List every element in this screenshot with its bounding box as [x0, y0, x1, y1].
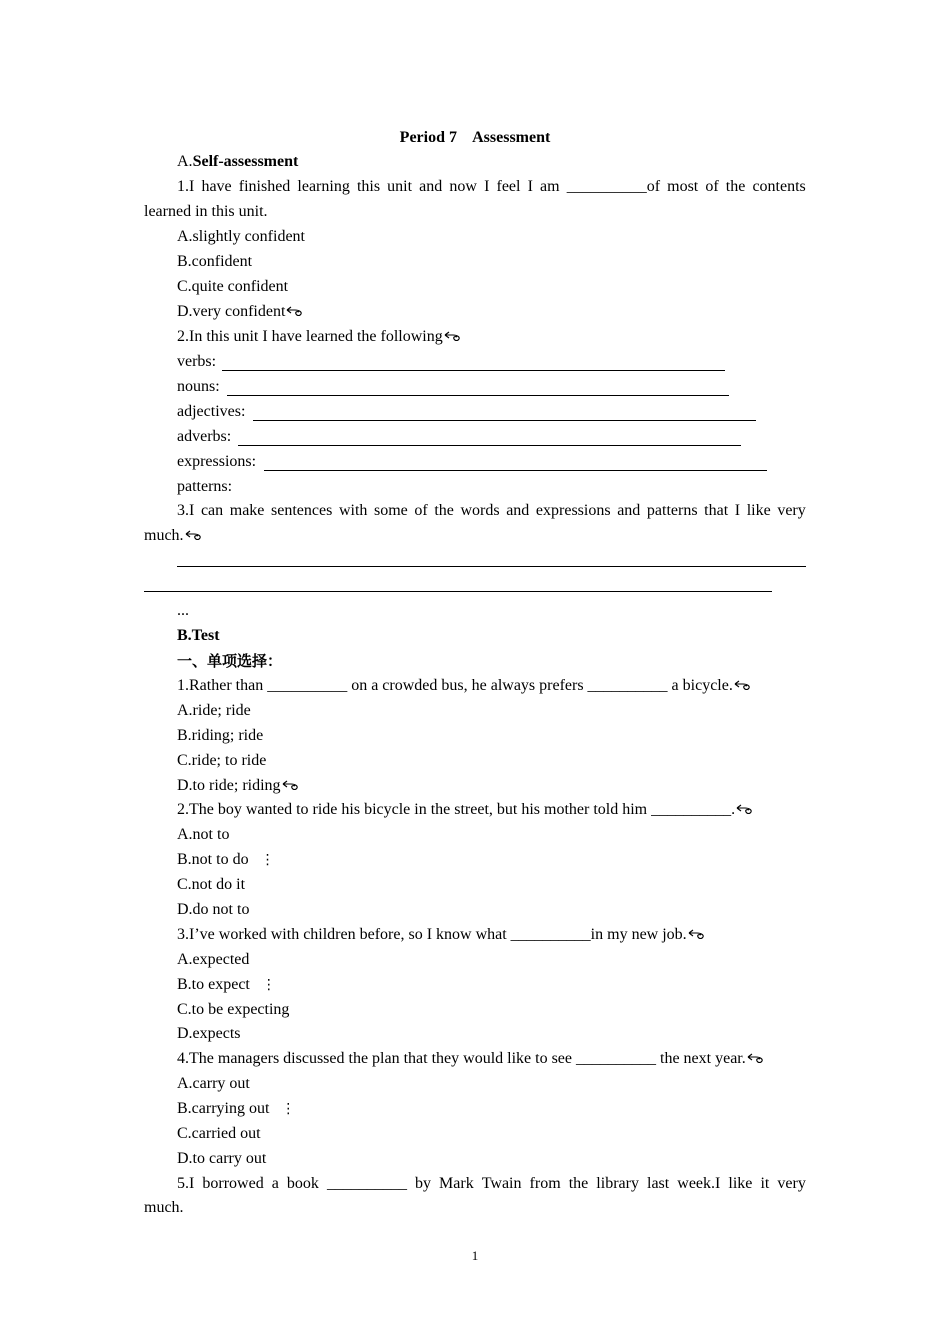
q1-line1: 1.I have finished learning this unit and now I feel I am __________of most of the contents [177, 178, 806, 195]
vertical-dots-icon: ⋮ [261, 977, 276, 993]
question-3-option-d: D.expects [177, 1025, 241, 1042]
q1-option-c: C.quite confident [177, 278, 289, 295]
return-arrow-icon [734, 680, 752, 692]
question-4-option-a: A.carry out [177, 1075, 250, 1092]
return-arrow-icon [286, 306, 304, 318]
return-arrow-icon [444, 331, 462, 343]
vertical-dots-icon: ⋮ [281, 1101, 296, 1117]
return-arrow-icon [688, 929, 706, 941]
question-2-option-b: B.not to do ⋮ [177, 848, 275, 872]
page-title: Period 7 Assessment [399, 129, 551, 146]
q3-line2: much. [144, 524, 203, 548]
question-4-stem: 4.The managers discussed the plan that they would like to see __________ the next year. [177, 1047, 765, 1071]
return-arrow-icon [282, 780, 300, 792]
expressions-field-label: expressions: [177, 453, 261, 470]
return-arrow-icon [185, 530, 203, 542]
patterns-field-label: patterns: [177, 478, 233, 495]
q1-option-a: A.slightly confident [177, 228, 305, 245]
q3-line1: 3.I can make sentences with some of the words and expressions and patterns that I like very [177, 502, 806, 519]
question-1-stem: 1.Rather than __________ on a crowded bus, he always prefers __________ a bicycle. [177, 674, 752, 698]
question-1-option-b: B.riding; ride [177, 727, 264, 744]
test-heading: B.Test [177, 627, 220, 644]
question-3-option-a: A.expected [177, 951, 250, 968]
q2-stem: 2.In this unit I have learned the following [177, 325, 462, 349]
adjectives-field-label: adjectives: [177, 403, 250, 420]
q1-line2: learned in this unit. [144, 203, 268, 220]
expressions-blank-line [264, 470, 767, 471]
question-1-option-d: D.to ride; riding [177, 774, 300, 798]
page-number: 1 [471, 1248, 479, 1263]
answer-blank-line-1 [177, 566, 806, 567]
question-2-stem: 2.The boy wanted to ride his bicycle in the street, but his mother told him __________. [177, 798, 754, 822]
self-assessment-heading: A.Self-assessment [177, 153, 299, 170]
question-4-option-d: D.to carry out [177, 1150, 267, 1167]
question-2-option-d: D.do not to [177, 901, 250, 918]
question-2-option-a: A.not to [177, 826, 230, 843]
section-single-choice: 一、单项选择： [177, 652, 283, 670]
question-1-option-c: C.ride; to ride [177, 752, 267, 769]
verbs-field-label: verbs: [177, 353, 221, 370]
ellipsis: ... [177, 602, 189, 619]
return-arrow-icon [747, 1053, 765, 1065]
q1-option-b: B.confident [177, 253, 253, 270]
return-arrow-icon [736, 804, 754, 816]
question-4-option-c: C.carried out [177, 1125, 261, 1142]
question-3-stem: 3.I’ve worked with children before, so I know what __________in my new job. [177, 923, 706, 947]
question-5-line1: 5.I borrowed a book __________ by Mark Twain from the library last week.I like it very [177, 1175, 806, 1192]
question-3-option-c: C.to be expecting [177, 1001, 290, 1018]
nouns-field-label: nouns: [177, 378, 224, 395]
question-5-line2: much. [144, 1199, 184, 1216]
q1-option-d: D.very confident [177, 300, 304, 324]
nouns-blank-line [227, 395, 729, 396]
adjectives-blank-line [253, 420, 756, 421]
adverbs-blank-line [238, 445, 741, 446]
verbs-blank-line [222, 370, 725, 371]
vertical-dots-icon: ⋮ [260, 852, 275, 868]
question-4-option-b: B.carrying out ⋮ [177, 1097, 295, 1121]
question-3-option-b: B.to expect ⋮ [177, 973, 276, 997]
question-1-option-a: A.ride; ride [177, 702, 251, 719]
answer-blank-line-2 [144, 591, 772, 592]
adverbs-field-label: adverbs: [177, 428, 236, 445]
question-2-option-c: C.not do it [177, 876, 246, 893]
